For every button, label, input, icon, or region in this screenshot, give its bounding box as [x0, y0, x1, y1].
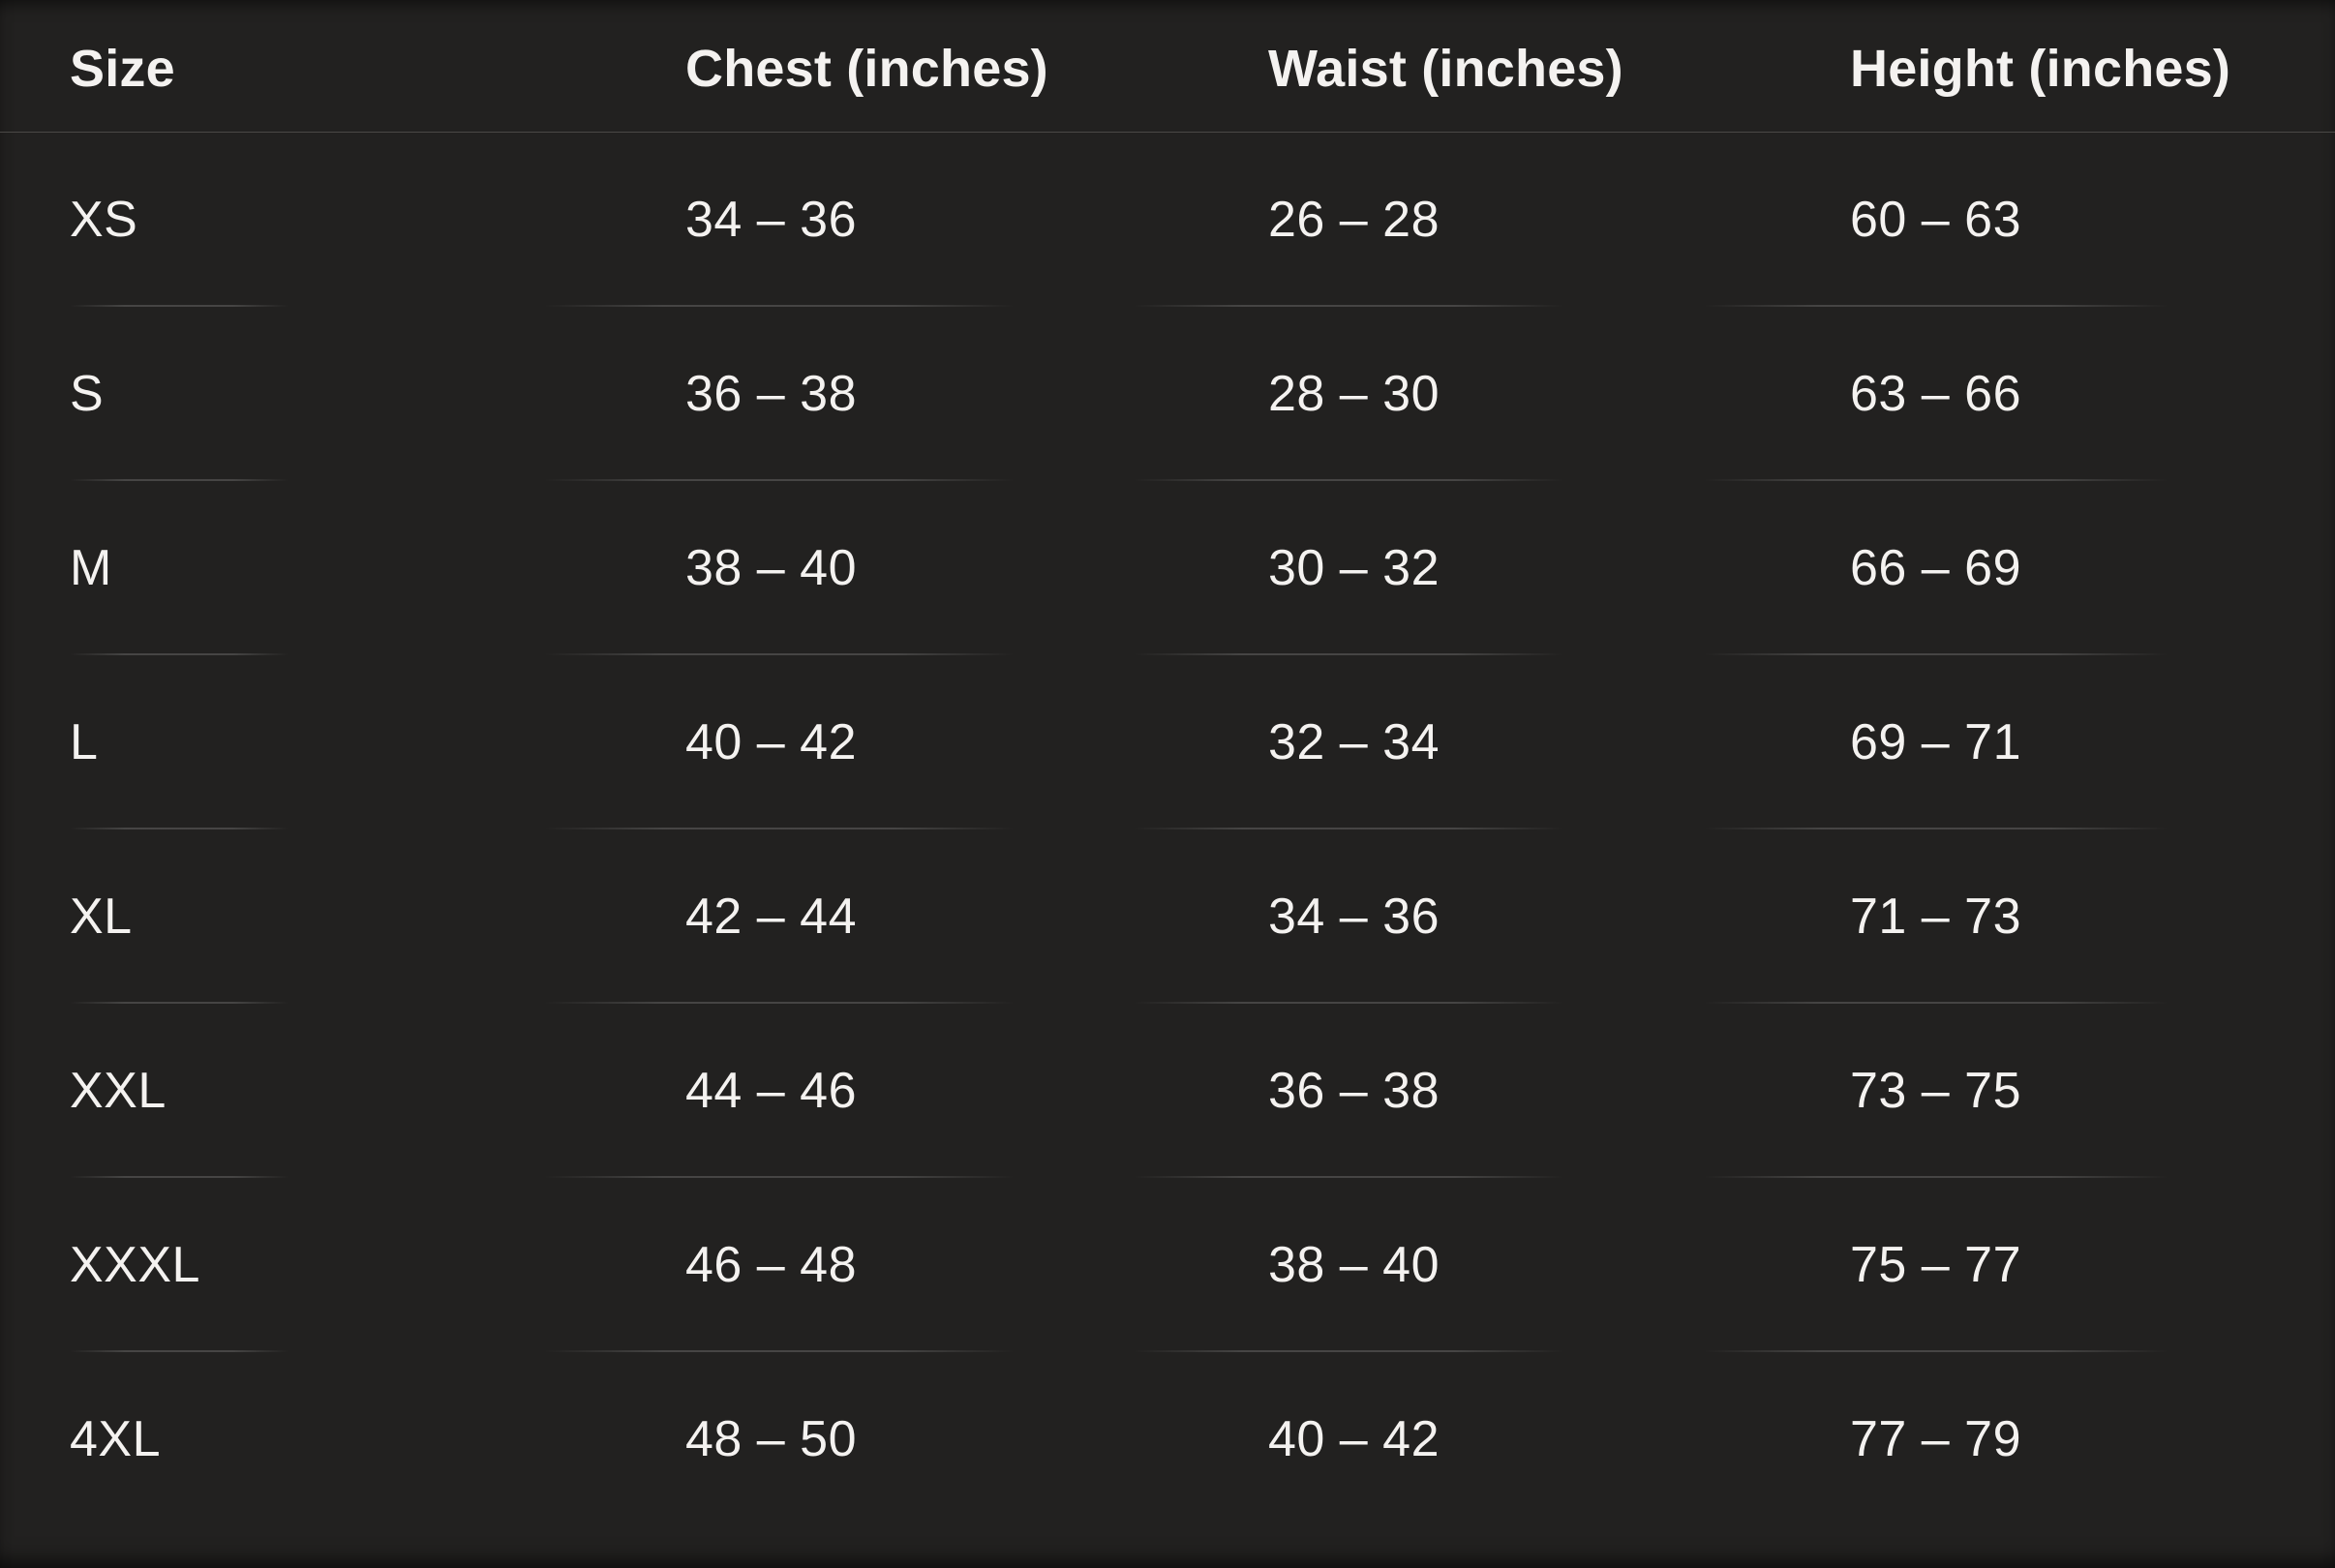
cell-size: M — [70, 540, 112, 596]
cell-waist: 40 – 42 — [1268, 1411, 1440, 1467]
cell-chest: 38 – 40 — [685, 540, 857, 596]
cell-height: 66 – 69 — [1850, 540, 2021, 596]
cell-waist: 32 – 34 — [1268, 714, 1440, 770]
cell-size: XL — [70, 889, 133, 945]
cell-waist: 30 – 32 — [1268, 540, 1440, 596]
column-header-size: Size — [70, 40, 175, 98]
cell-chest: 34 – 36 — [685, 192, 857, 248]
cell-waist: 38 – 40 — [1268, 1237, 1440, 1293]
cell-size: 4XL — [70, 1411, 162, 1467]
table-row — [0, 1352, 2335, 1526]
cell-chest: 46 – 48 — [685, 1237, 857, 1293]
table-header-row — [0, 0, 2335, 133]
cell-size: L — [70, 714, 99, 770]
table-row — [0, 1004, 2335, 1178]
cell-height: 69 – 71 — [1850, 714, 2021, 770]
column-header-height: Height (inches) — [1850, 40, 2231, 98]
cell-waist: 26 – 28 — [1268, 192, 1440, 248]
cell-size: XXXL — [70, 1237, 200, 1293]
cell-height: 73 – 75 — [1850, 1063, 2021, 1119]
cell-chest: 48 – 50 — [685, 1411, 857, 1467]
cell-size: XS — [70, 192, 138, 248]
cell-waist: 28 – 30 — [1268, 366, 1440, 422]
cell-height: 77 – 79 — [1850, 1411, 2021, 1467]
table-row — [0, 307, 2335, 481]
cell-chest: 44 – 46 — [685, 1063, 857, 1119]
cell-chest: 36 – 38 — [685, 366, 857, 422]
table-row — [0, 655, 2335, 829]
cell-waist: 36 – 38 — [1268, 1063, 1440, 1119]
table-row — [0, 481, 2335, 655]
column-header-waist: Waist (inches) — [1268, 40, 1623, 98]
table-row — [0, 1178, 2335, 1352]
cell-height: 60 – 63 — [1850, 192, 2021, 248]
table-row — [0, 829, 2335, 1004]
table-row — [0, 133, 2335, 307]
column-header-chest: Chest (inches) — [685, 40, 1048, 98]
cell-height: 71 – 73 — [1850, 889, 2021, 945]
cell-chest: 42 – 44 — [685, 889, 857, 945]
cell-size: S — [70, 366, 105, 422]
cell-size: XXL — [70, 1063, 167, 1119]
cell-height: 75 – 77 — [1850, 1237, 2021, 1293]
cell-height: 63 – 66 — [1850, 366, 2021, 422]
cell-chest: 40 – 42 — [685, 714, 857, 770]
cell-waist: 34 – 36 — [1268, 889, 1440, 945]
